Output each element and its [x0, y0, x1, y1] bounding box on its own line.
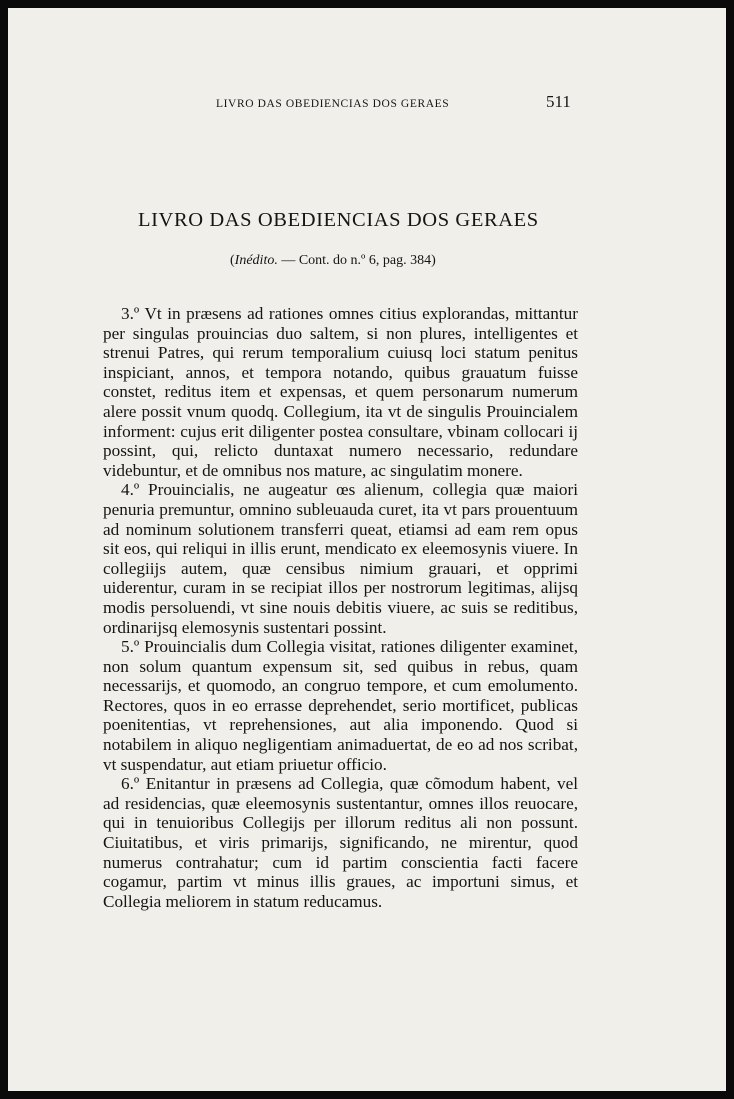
paragraph-number: 4.º [121, 480, 140, 500]
paragraph-number: 5.º [121, 637, 140, 657]
paragraph-number: 3.º [121, 304, 140, 323]
book-page [8, 8, 726, 1091]
paragraph-text: Prouincialis, ne augeatur œs alienum, collegia quæ maiori penuria premuntur, omnino subleuauda curet, ita vt pars prouentuum ad nominum solutionem transferri queat, etiamsi ad eam rem opus sit eos, qui reliqui in illis erunt, mendicato ex eleemosynis viuere. In collegiijs autem, quæ censibus nimium grauari, et opprimi uiderentur, curam in se recipiat illos per nostrorum legitimas, alijsq modis persoluendi, vt sine nouis debitis viuere, ac suis se reditibus, ordinarijsq elemosynis sustentari possint. [103, 480, 579, 637]
source-label: Inédito. [234, 253, 278, 268]
paragraph-text: Prouincialis dum Collegia visitat, rationes diligenter examinet, non solum quantum expensum sit, sed quibus in rebus, quam necessarijs, et quomodo, an congruo tempore, et cum emolumento. Rectores, quos in eo errasse deprehendet, serio mortificet, publicas poenitentias, vt reprehensiones, aut alia imponendo. Quod si notabilem in aliquo negligentiam animaduertat, de eo ad nos scribat, vt suspendatur, aut etiam priuetur officio. [103, 637, 578, 774]
paragraph-number: 6.º [121, 774, 140, 794]
paragraph-text: Vt in præsens ad rationes omnes citius explorandas, mittantur per singulas prouincias duo saltem, si non plures, intelligentes et strenui Patres, qui rerum temporalium cuiusq loci statum penitus inspiciant, annos, et tempora notando, quibus grauatum fuisse constet, reditus item et expensas, et quem personarum numerum alere possit vnum quodq. Collegium, ita vt de singulis Prouincialem informent: cujus erit diligenter postea consultare, vbinam collocari ij possint, qui, relicto duntaxat numero necessario, redundare videbuntur, et de omnibus nos mature, ac singulatim monere. [103, 304, 578, 480]
paragraph-6 [103, 774, 578, 911]
body-text [103, 304, 578, 911]
paragraph-5 [103, 637, 578, 774]
page-number: 511 [546, 92, 571, 111]
source-note: (Inédito. — Cont. do n.º 6, pag. 384) [230, 253, 436, 268]
section-title: LIVRO DAS OBEDIENCIAS DOS GERAES [138, 209, 539, 231]
paragraph-3 [103, 304, 578, 480]
running-head: LIVRO DAS OBEDIENCIAS DOS GERAES [216, 98, 450, 110]
paragraph-4 [103, 480, 578, 637]
paragraph-text: Enitantur in præsens ad Collegia, quæ cõmodum habent, vel ad residencias, quæ eleemosynis sustentantur, omnes illos reuocare, qui in tenuioribus Collegijs per illorum reditus ali non possunt. Ciuitatibus, et viris primarijs, significando, ne mirentur, quod numerus contrahatur; cum id partim conscientia facti facere cogamur, partim vt minus illis graues, ac importuni simus, et Collegia meliorem in statum reducamus. [103, 774, 579, 911]
source-reference: — Cont. do n.º 6, pag. 384) [277, 253, 436, 268]
